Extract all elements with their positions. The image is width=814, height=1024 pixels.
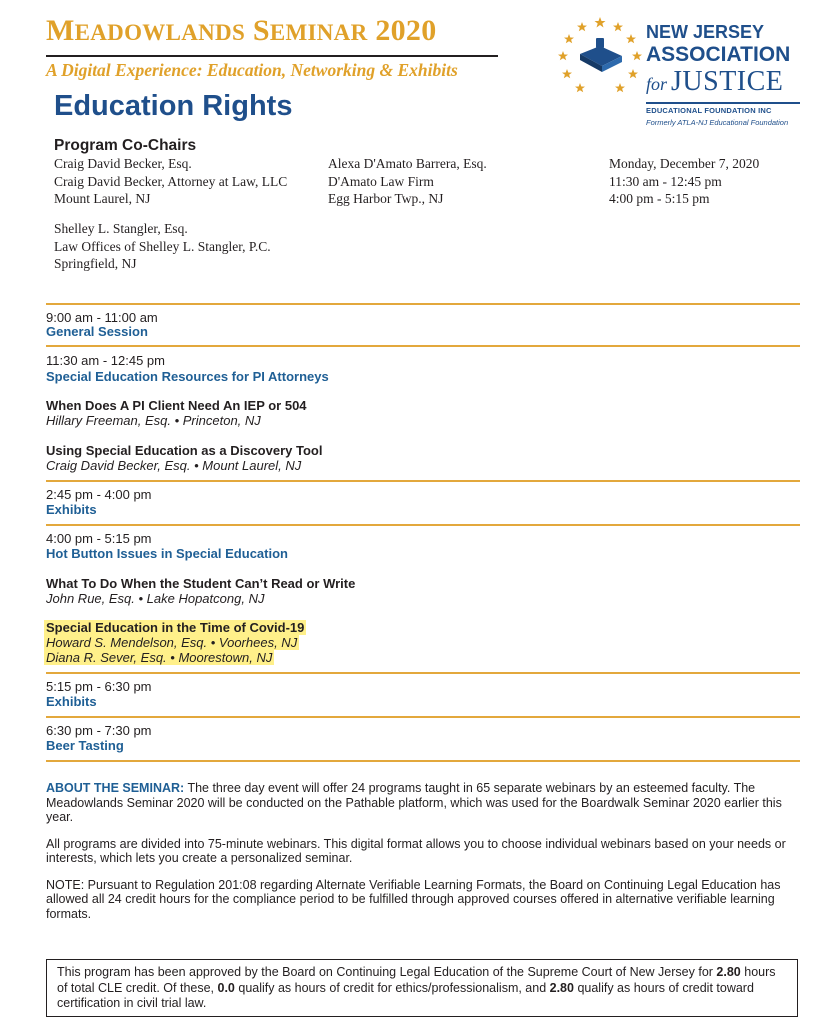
cochair-name: Alexa D'Amato Barrera, Esq. xyxy=(328,156,487,171)
agenda-divider xyxy=(46,716,800,718)
session-time: 5:15 pm - 6:30 pm xyxy=(46,679,152,694)
title-divider xyxy=(46,55,498,57)
agenda-divider xyxy=(46,672,800,674)
about-note: NOTE: Pursuant to Regulation 201:08 regarding Alternate Verifiable Learning Formats, the Board on Continuing Legal Education has allowed all 24 credit hours for the compliance period to be fulfilled through approved courses offered in alternative verifiable learning formats. xyxy=(46,877,781,921)
session-time: 2:45 pm - 4:00 pm xyxy=(46,487,152,502)
talk-speaker-highlighted: Howard S. Mendelson, Esq. • Voorhees, NJ xyxy=(46,635,298,650)
talk-title-highlighted: Special Education in the Time of Covid-19 xyxy=(46,620,305,635)
program-time-1: 11:30 am - 12:45 pm xyxy=(609,173,722,189)
cochair-firm: Law Offices of Shelley L. Stangler, P.C. xyxy=(54,238,271,254)
session-time: 6:30 pm - 7:30 pm xyxy=(46,723,152,738)
talk-title: Using Special Education as a Discovery Tool xyxy=(46,443,323,458)
event-title: MEADOWLANDS SEMINAR 2020 xyxy=(46,14,437,47)
session-name: Exhibits xyxy=(46,502,97,517)
logo-line-new-jersey: NEW JERSEY xyxy=(646,22,765,42)
logo-formerly: Formerly ATLA-NJ Educational Foundation xyxy=(646,118,789,127)
session-name: Exhibits xyxy=(46,694,97,709)
program-date: Monday, December 7, 2020 xyxy=(609,156,760,171)
cochair-barrera xyxy=(328,155,487,208)
cochair-location: Mount Laurel, NJ xyxy=(54,191,151,206)
total-credit: 2.80 xyxy=(716,965,741,979)
event-subtitle: A Digital Experience: Education, Networking & Exhibits xyxy=(46,60,458,80)
stars-book-icon xyxy=(558,14,642,98)
session-time: 11:30 am - 12:45 pm xyxy=(46,353,165,368)
program-title: Education Rights xyxy=(54,90,293,122)
agenda-divider xyxy=(46,760,800,762)
session-name: Special Education Resources for PI Attorneys xyxy=(46,369,329,384)
session-time: 9:00 am - 11:00 am xyxy=(46,310,158,325)
talk-speaker-highlighted: Diana R. Sever, Esq. • Moorestown, NJ xyxy=(46,650,273,665)
talk-speaker: Craig David Becker, Esq. • Mount Laurel, NJ xyxy=(46,458,302,473)
logo-line-for-justice: for JUSTICE xyxy=(646,66,784,97)
session-time: 4:00 pm - 5:15 pm xyxy=(46,531,152,546)
about-seminar xyxy=(46,781,796,933)
cochair-stangler xyxy=(54,220,271,273)
cochair-becker xyxy=(54,155,287,208)
talk-title: When Does A PI Client Need An IEP or 504 xyxy=(46,398,307,413)
talk-speaker: Hillary Freeman, Esq. • Princeton, NJ xyxy=(46,413,261,428)
cochair-name: Shelley L. Stangler, Esq. xyxy=(54,221,188,236)
talk-title: What To Do When the Student Can’t Read or Write xyxy=(46,576,356,591)
agenda-divider xyxy=(46,303,800,305)
njaj-logo xyxy=(558,14,808,132)
trial-credit: 2.80 xyxy=(549,980,574,995)
cle-approval-box: This program has been approved by the Board on Continuing Legal Education of the Supreme Court of New Jersey for 2.80 hours of total CLE credit. Of these, 0.0 qualify as hours of credit for ethics/professionalism, and 2.80 qualify as hours of credit toward certification in civil trial law. xyxy=(46,959,798,1017)
cochair-name: Craig David Becker, Esq. xyxy=(54,156,192,171)
ethics-credit: 0.0 xyxy=(217,980,235,995)
program-schedule xyxy=(609,155,759,208)
about-label: ABOUT THE SEMINAR: xyxy=(46,781,185,795)
cochairs-heading: Program Co-Chairs xyxy=(54,137,197,154)
agenda-divider xyxy=(46,524,800,526)
session-name: Hot Button Issues in Special Education xyxy=(46,546,288,561)
agenda-divider xyxy=(46,345,800,347)
agenda-divider xyxy=(46,480,800,482)
logo-foundation: EDUCATIONAL FOUNDATION INC xyxy=(646,106,772,115)
logo-divider xyxy=(646,102,800,104)
program-time-2: 4:00 pm - 5:15 pm xyxy=(609,191,710,206)
cochair-firm: D'Amato Law Firm xyxy=(328,173,434,189)
cochair-firm: Craig David Becker, Attorney at Law, LLC xyxy=(54,173,288,189)
about-paragraph: All programs are divided into 75-minute webinars. This digital format allows you to choose individual webinars based on your needs or interests, which lets you create a personalized seminar. xyxy=(46,836,786,865)
cochair-location: Springfield, NJ xyxy=(54,256,137,271)
cochair-location: Egg Harbor Twp., NJ xyxy=(328,191,444,206)
session-name: Beer Tasting xyxy=(46,738,124,753)
logo-line-association: ASSOCIATION xyxy=(646,43,791,66)
about-paragraph: ABOUT THE SEMINAR: The three day event will offer 24 programs taught in 65 separate webinars by an esteemed faculty. The Meadowlands Seminar 2020 will be conducted on the Pathable platform, which was used for the Boardwalk Seminar 2020 earlier this year. xyxy=(46,781,782,824)
talk-speaker: John Rue, Esq. • Lake Hopatcong, NJ xyxy=(46,591,265,606)
session-name: General Session xyxy=(46,324,148,339)
